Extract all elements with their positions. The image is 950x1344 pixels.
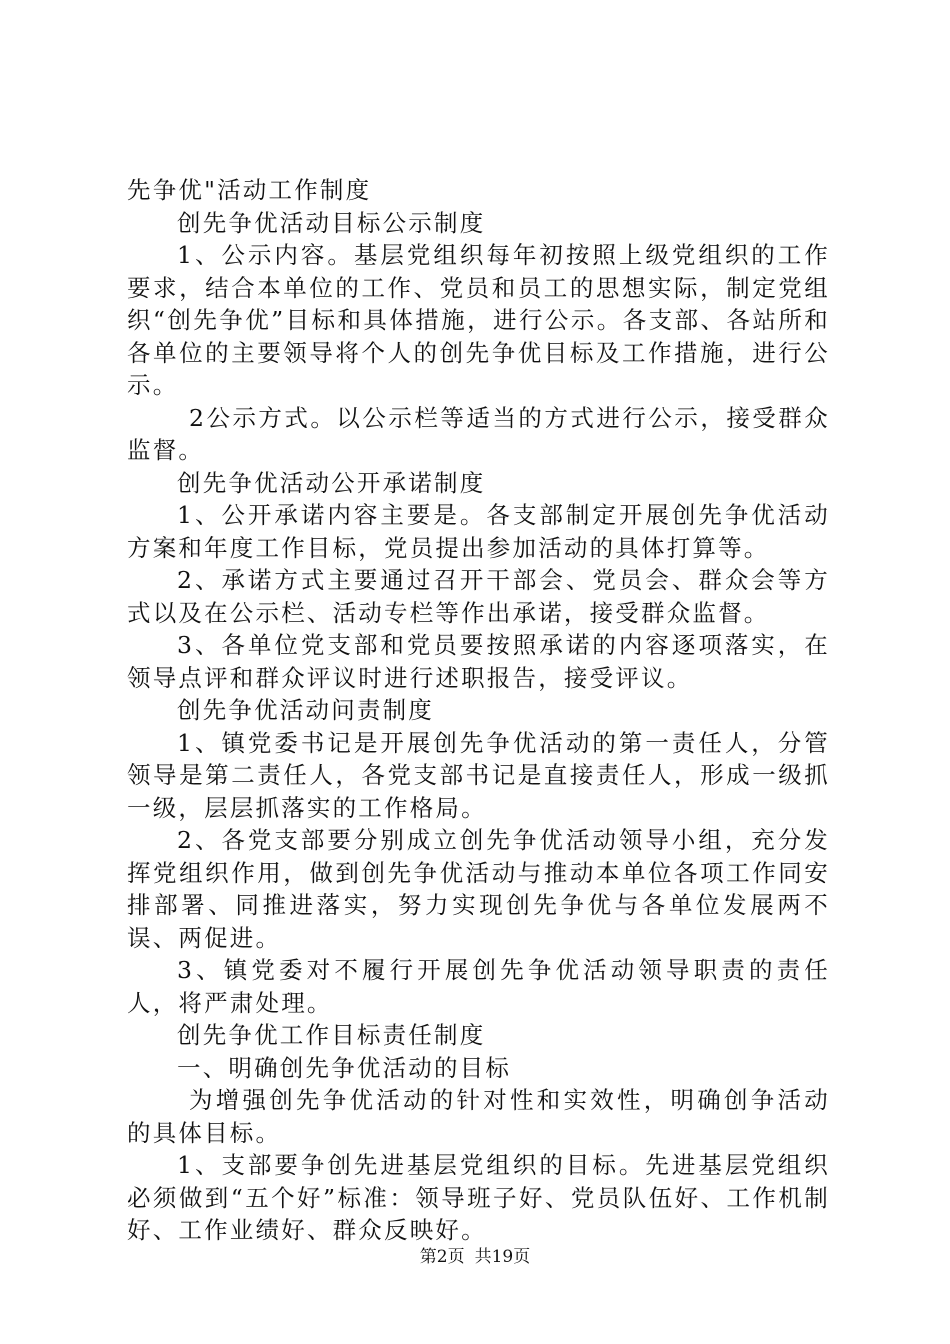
document-title-fragment: 先争优"活动工作制度 [127, 176, 372, 204]
section-heading-publicity: 创先争优活动目标公示制度 [177, 208, 486, 237]
paragraph-accountability-responsible: 1、镇党委书记是开展创先争优活动的第一责任人，分管领导是第二责任人，各党支部书记是直接责任人，形成一级抓一级，层层抓落实的工作格局。 [127, 728, 830, 822]
section-heading-commitment: 创先争优活动公开承诺制度 [177, 468, 486, 497]
paragraph-accountability-leadership-group: 2、各党支部要分别成立创先争优活动领导小组，充分发挥党组织作用，做到创先争优活动与推动本单位各项工作同安排部署、同推进落实，努力实现创先争优与各单位发展两不误、两促进。 [127, 826, 830, 952]
paragraph-goals-intro: 为增强创先争优活动的针对性和实效性，明确创争活动的具体目标。 [127, 1086, 830, 1147]
paragraph-commitment-content: 1、公开承诺内容主要是。各支部制定开展创先争优活动方案和年度工作目标，党员提出参加活动的具体打算等。 [127, 501, 830, 562]
section-heading-accountability: 创先争优活动问责制度 [177, 696, 434, 724]
paragraph-goals-branch: 1、支部要争创先进基层党组织的目标。先进基层党组织必须做到“五个好”标准：领导班子好、党员队伍好、工作机制好、工作业绩好、群众反映好。 [127, 1151, 830, 1244]
page-total: 共19页 [474, 1247, 531, 1267]
paragraph-commitment-method: 2、承诺方式主要通过召开干部会、党员会、群众会等方式以及在公示栏、活动专栏等作出承诺，接受群众监督。 [127, 566, 830, 627]
paragraph-publicity-content: 1、公示内容。基层党组织每年初按照上级党组织的工作要求，结合本单位的工作、党员和员工的思想实际，制定党组织“创先争优”目标和具体措施，进行公示。各支部、各站所和各单位的主要领导将个人的创先争优目标及工作措施，进行公示。 [127, 241, 830, 399]
document-body [127, 174, 830, 1247]
page-footer [0, 1246, 950, 1268]
paragraph-accountability-punishment: 3、镇党委对不履行开展创先争优活动领导职责的责任人，将严肃处理。 [127, 956, 830, 1017]
section-heading-responsibility: 创先争优工作目标责任制度 [177, 1021, 486, 1049]
paragraph-publicity-method: 2公示方式。以公示栏等适当的方式进行公示，接受群众监督。 [127, 403, 830, 464]
page-number: 第2页 [419, 1247, 465, 1267]
paragraph-commitment-implementation: 3、各单位党支部和党员要按照承诺的内容逐项落实，在领导点评和群众评议时进行述职报告，接受评议。 [127, 631, 830, 692]
subheading-clarify-goals: 一、明确创先争优活动的目标 [177, 1053, 512, 1082]
